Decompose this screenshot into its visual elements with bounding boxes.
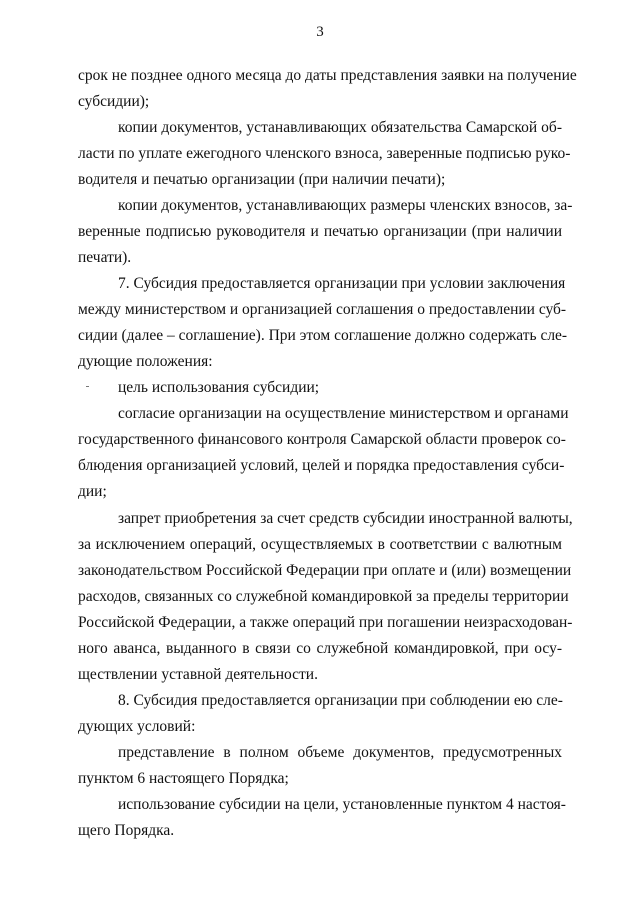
text-line: представление в полном объеме документов, предусмотренных	[118, 744, 562, 761]
scan-artifact	[86, 386, 89, 387]
text-line: дии;	[78, 483, 107, 500]
text-line: щего Порядка.	[78, 822, 175, 839]
text-line: сидии (далее – соглашение). При этом соглашение должно содержать сле-	[78, 327, 568, 344]
text-line: срок не позднее одного месяца до даты представления заявки на получение	[78, 67, 577, 84]
text-line: блюдения организацией условий, целей и порядка предоставления субси-	[78, 457, 565, 474]
text-line: запрет приобретения за счет средств субсидии иностранной валюты,	[118, 510, 573, 527]
text-line: печати).	[78, 249, 132, 266]
text-line: за исключением операций, осуществляемых в соответствии с валютным	[78, 536, 562, 553]
text-line: государственного финансового контроля Самарской области проверок со-	[78, 431, 566, 448]
text-line: расходов, связанных со служебной командировкой за пределы территории	[78, 588, 569, 605]
text-line: водителя и печатью организации (при наличии печати);	[78, 171, 446, 188]
text-line: дующих условий:	[78, 718, 196, 735]
text-line: 7. Субсидия предоставляется организации при условии заключения	[118, 275, 566, 292]
text-line: ласти по уплате ежегодного членского взноса, заверенные подписью руко-	[78, 145, 571, 162]
text-line: использование субсидии на цели, установленные пунктом 4 настоя-	[118, 796, 566, 813]
text-line: ного аванса, выданного в связи со служебной командировкой, при осу-	[78, 640, 562, 657]
text-line: законодательством Российской Федерации при оплате и (или) возмещении	[78, 562, 572, 579]
text-line: субсидии);	[78, 93, 150, 110]
page-number: 3	[316, 24, 324, 40]
text-line: ществлении уставной деятельности.	[78, 666, 318, 683]
text-line: между министерством и организацией соглашения о предоставлении суб-	[78, 301, 567, 318]
text-line: цель использования субсидии;	[118, 379, 320, 396]
text-line: копии документов, устанавливающих обязательства Самарской об-	[118, 119, 562, 136]
text-line: согласие организации на осуществление министерством и органами	[118, 405, 569, 422]
text-line: пунктом 6 настоящего Порядка;	[78, 770, 289, 787]
text-line: 8. Субсидия предоставляется организации при соблюдении ею сле-	[118, 692, 563, 709]
text-line: копии документов, устанавливающих размеры членских взносов, за-	[118, 197, 573, 214]
text-line: Российской Федерации, а также операций при погашении неизрасходован-	[78, 614, 573, 631]
text-line: дующие положения:	[78, 353, 213, 370]
text-line: веренные подписью руководителя и печатью организации (при наличии	[78, 223, 562, 240]
